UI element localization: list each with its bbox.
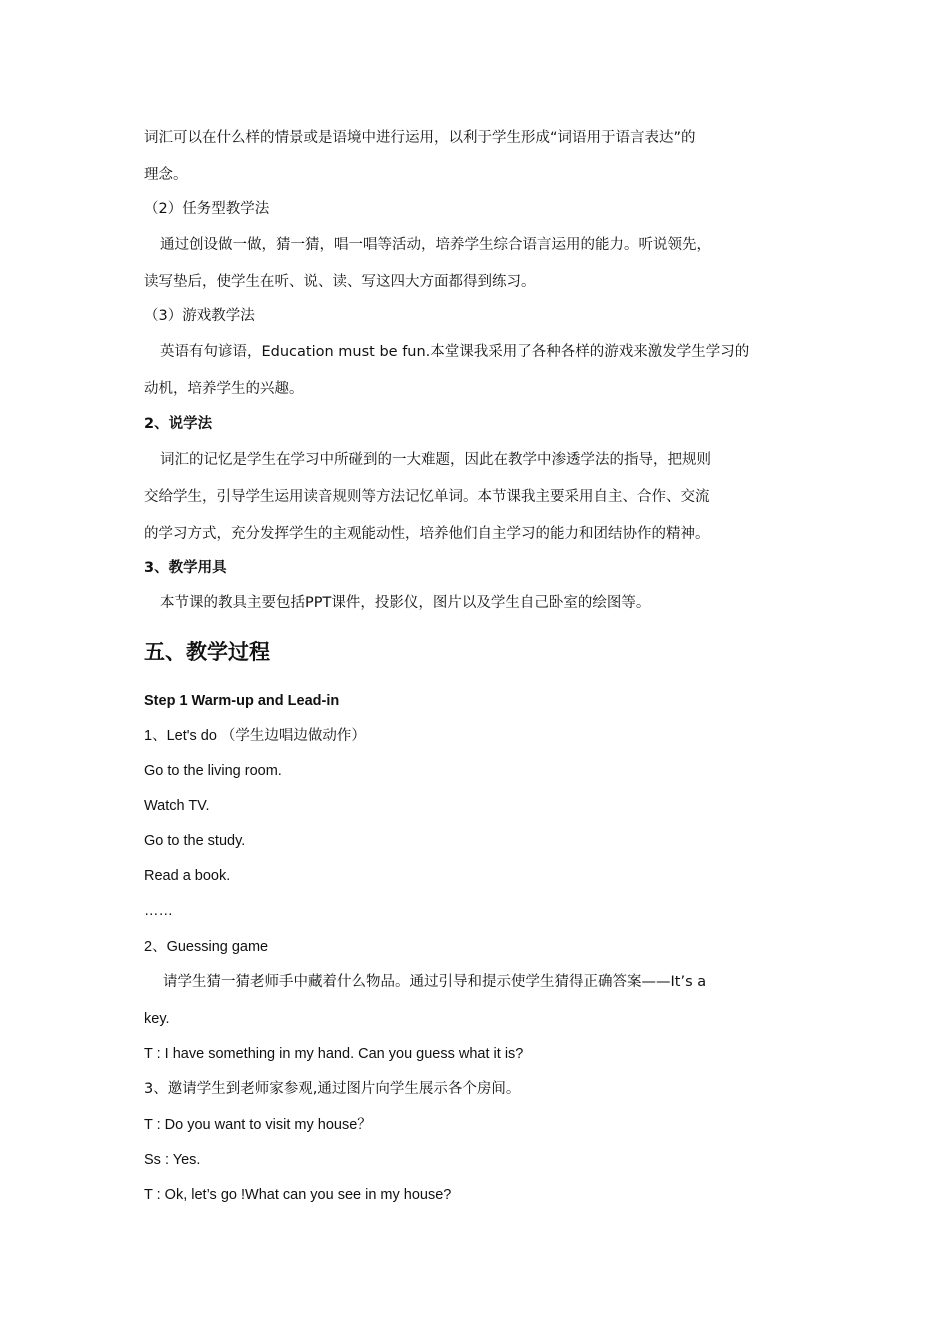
list-item: 2、Guessing game: [144, 939, 269, 955]
heading-teaching-process: 五、教学过程: [144, 640, 270, 664]
paragraph-line: 词汇可以在什么样的情景或是语境中进行运用，以利于学生形成“词语用于语言表达”的: [144, 130, 696, 146]
dialogue-line: Ss : Yes.: [144, 1152, 201, 1168]
step-title: Step 1 Warm-up and Lead-in: [144, 693, 340, 709]
list-item: 3、邀请学生到老师家参观,通过图片向学生展示各个房间。: [144, 1081, 521, 1097]
paragraph-line: 本节课的教具主要包括PPT课件，投影仪，图片以及学生自己卧室的绘图等。: [160, 595, 651, 611]
chant-line: Read a book.: [144, 868, 231, 884]
paragraph-line: 请学生猜一猜老师手中藏着什么物品。通过引导和提示使学生猜得正确答案——It’s a: [163, 974, 707, 990]
dialogue-line: T : I have something in my hand. Can you guess what it is?: [144, 1046, 524, 1062]
paragraph-line: 通过创设做一做，猜一猜，唱一唱等活动，培养学生综合语言运用的能力。听说领先，: [160, 237, 711, 253]
chant-line: Watch TV.: [144, 798, 210, 814]
paragraph-line: 英语有句谚语，Education must be fun.本堂课我采用了各种各样的游戏来激发学生学习的: [160, 344, 750, 360]
subsection-title-game-method: （3）游戏教学法: [144, 308, 255, 324]
paragraph-line: 的学习方式，充分发挥学生的主观能动性，培养他们自主学习的能力和团结协作的精神。: [144, 526, 710, 542]
section-title-learning-method: 2、说学法: [144, 416, 213, 432]
dialogue-line: T : Ok, let’s go !What can you see in my house?: [144, 1187, 452, 1203]
paragraph-line: 动机，培养学生的兴趣。: [144, 381, 304, 397]
paragraph-line: 词汇的记忆是学生在学习中所碰到的一大难题，因此在教学中渗透学法的指导，把规则: [160, 452, 711, 468]
paragraph-line: 读写垫后，使学生在听、说、读、写这四大方面都得到练习。: [144, 274, 536, 290]
dialogue-line: T : Do you want to visit my house？: [144, 1117, 372, 1133]
ellipsis-line: ……: [144, 903, 173, 919]
chant-line: Go to the living room.: [144, 763, 282, 779]
chant-line: Go to the study.: [144, 833, 246, 849]
paragraph-line: 理念。: [144, 167, 188, 183]
subsection-title-task-method: （2）任务型教学法: [144, 201, 270, 217]
paragraph-line: key.: [144, 1011, 170, 1027]
section-title-teaching-aids: 3、教学用具: [144, 560, 227, 576]
paragraph-line: 交给学生，引导学生运用读音规则等方法记忆单词。本节课我主要采用自主、合作、交流: [144, 489, 710, 505]
list-item: 1、Let's do （学生边唱边做动作）: [144, 728, 366, 744]
